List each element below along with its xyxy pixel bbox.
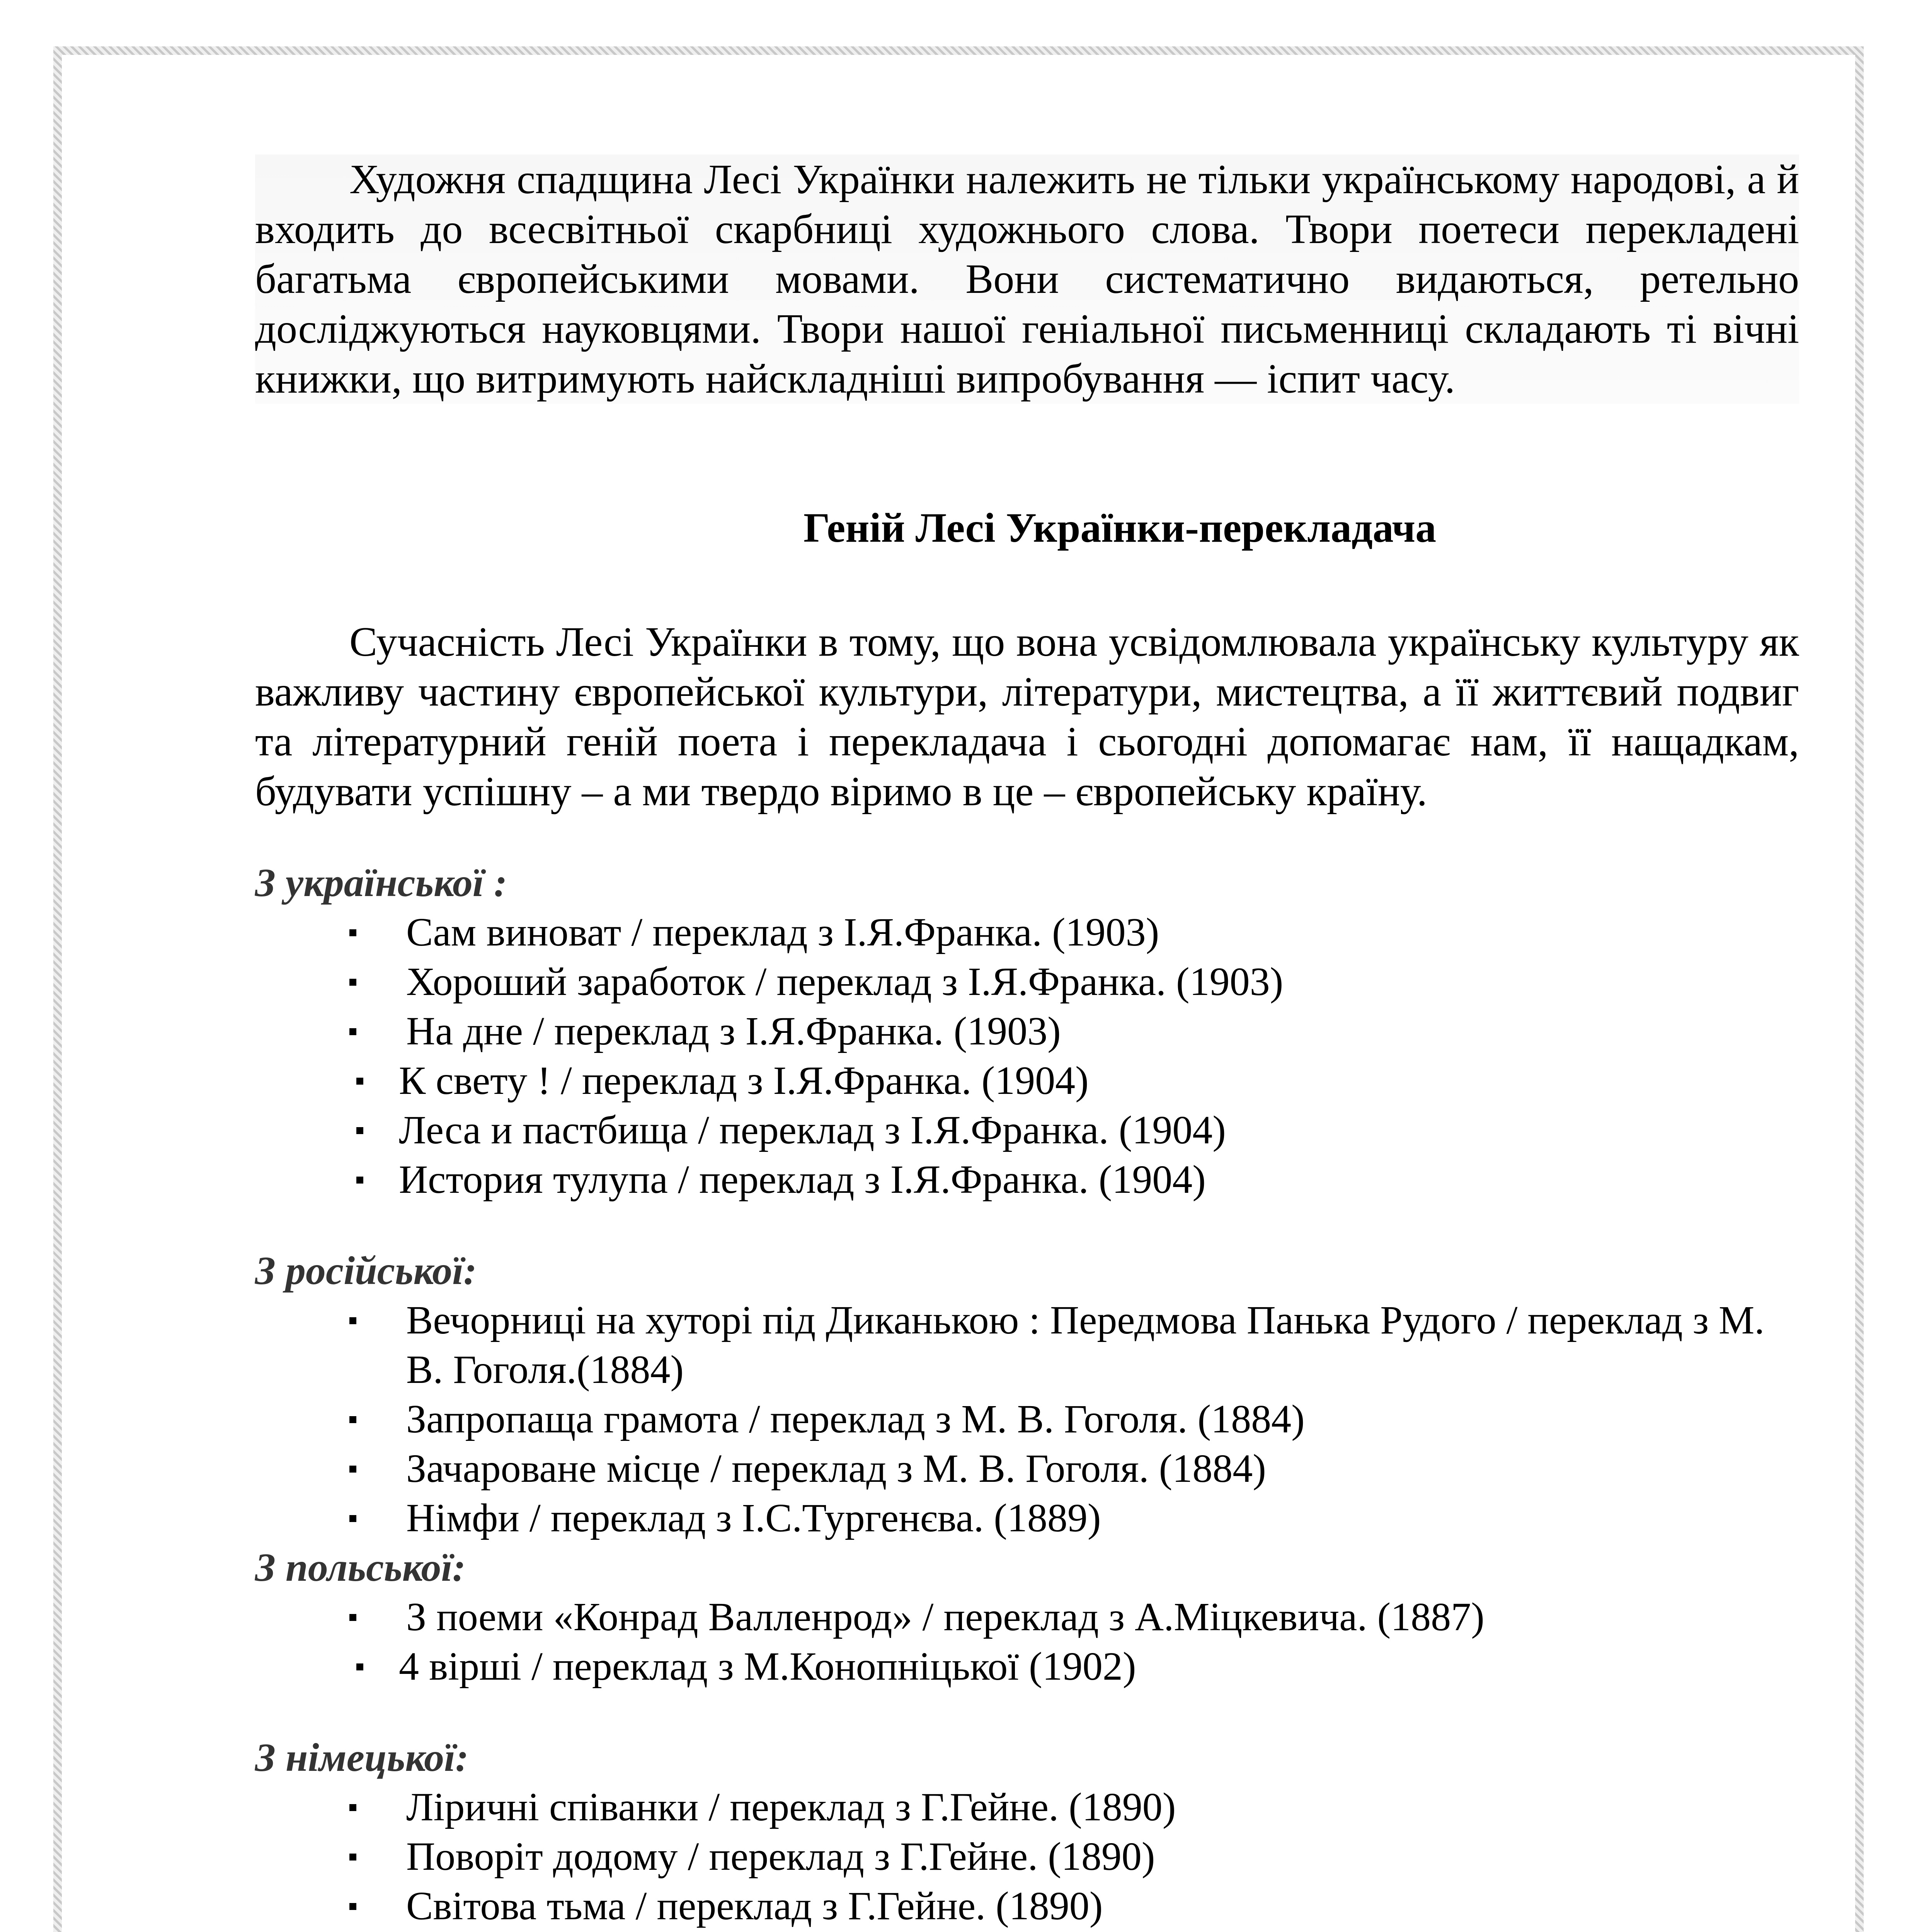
list-item: Хороший заработок / переклад з І.Я.Франка. (1903) — [255, 957, 1799, 1007]
bullet-icon — [349, 979, 356, 986]
page-content — [255, 155, 1799, 1932]
bullet-icon — [356, 1078, 363, 1085]
section-heading: Геній Лесі Українки-перекладача — [803, 505, 1437, 551]
list-item: Запропаща грамота / переклад з М. В. Гоголя. (1884) — [255, 1395, 1799, 1444]
list-item: Ліричні співанки / переклад з Г.Гейне. (1890) — [255, 1782, 1799, 1832]
list-item: Поворіт додому / переклад з Г.Гейне. (1890) — [255, 1832, 1799, 1881]
bullet-icon — [356, 1177, 363, 1184]
translation-list-russian — [255, 1296, 1799, 1543]
bullet-icon — [349, 1317, 356, 1324]
translation-list-german — [255, 1782, 1799, 1932]
list-item: Сам виноват / переклад з І.Я.Франка. (1903) — [255, 908, 1799, 957]
translation-list-polish — [255, 1592, 1799, 1691]
section-german — [255, 1733, 1799, 1932]
bullet-icon — [349, 1028, 356, 1035]
list-item: Зачароване місце / переклад з М. В. Гоголя. (1884) — [255, 1444, 1799, 1493]
bullet-icon — [349, 1466, 356, 1473]
section-title-polish: З польської: — [255, 1545, 466, 1590]
bullet-icon — [349, 929, 356, 936]
intro-paragraph: Художня спадщина Лесі Українки належить не тільки українському народові, а й входить до всесвітньої скарбниці художнього слова. Твори поетеси перекладені багатьма європейськими мовами. Вони систематично видаються, ретельно досліджуються науковцями. Твори нашої геніальної письменниці складають ті вічні книжки, що витримують найскладніші випробування — іспит часу. — [255, 155, 1799, 404]
list-item: Світова тьма / переклад з Г.Гейне. (1890) — [255, 1881, 1799, 1931]
list-item: На дне / переклад з І.Я.Франка. (1903) — [255, 1007, 1799, 1056]
list-item: 4 вірші / переклад з М.Конопніцької (1902) — [255, 1642, 1799, 1691]
translation-list-ukrainian — [255, 908, 1799, 1204]
bullet-icon — [349, 1804, 356, 1811]
bullet-icon — [349, 1614, 356, 1621]
bullet-icon — [356, 1127, 363, 1134]
list-item: История тулупа / переклад з І.Я.Франка. (1904) — [255, 1155, 1799, 1204]
bullet-icon — [356, 1663, 363, 1670]
bullet-icon — [349, 1416, 356, 1423]
list-item: Леса и пастбища / переклад з І.Я.Франка. (1904) — [255, 1105, 1799, 1155]
bullet-icon — [349, 1903, 356, 1910]
body-paragraph: Сучасність Лесі Українки в тому, що вона усвідомлювала українську культуру як важливу частину європейської культури, літератури, мистецтва, а її життєвий подвиг та літературний геній поета і перекладача і сьогодні допомагає нам, її нащадкам, будувати успішну – а ми твердо віримо в це – європейську країну. — [255, 619, 1799, 815]
bullet-icon — [349, 1854, 356, 1861]
list-item: Вечорниці на хуторі під Диканькою : Передмова Панька Рудого / переклад з М. В. Гоголя.(1884) — [255, 1296, 1799, 1395]
list-item: З поеми «Конрад Валленрод» / переклад з А.Міцкевича. (1887) — [255, 1592, 1799, 1642]
list-item: К свету ! / переклад з І.Я.Франка. (1904) — [255, 1056, 1799, 1105]
section-title-russian: З російської: — [255, 1248, 477, 1293]
list-item: Німфи / переклад з І.С.Тургенєва. (1889) — [255, 1493, 1799, 1543]
section-polish — [255, 1543, 1799, 1691]
section-russian — [255, 1246, 1799, 1543]
section-ukrainian — [255, 858, 1799, 1204]
bullet-icon — [349, 1515, 356, 1522]
section-title-ukrainian: З української : — [255, 861, 507, 905]
section-title-german: З німецької: — [255, 1735, 469, 1780]
